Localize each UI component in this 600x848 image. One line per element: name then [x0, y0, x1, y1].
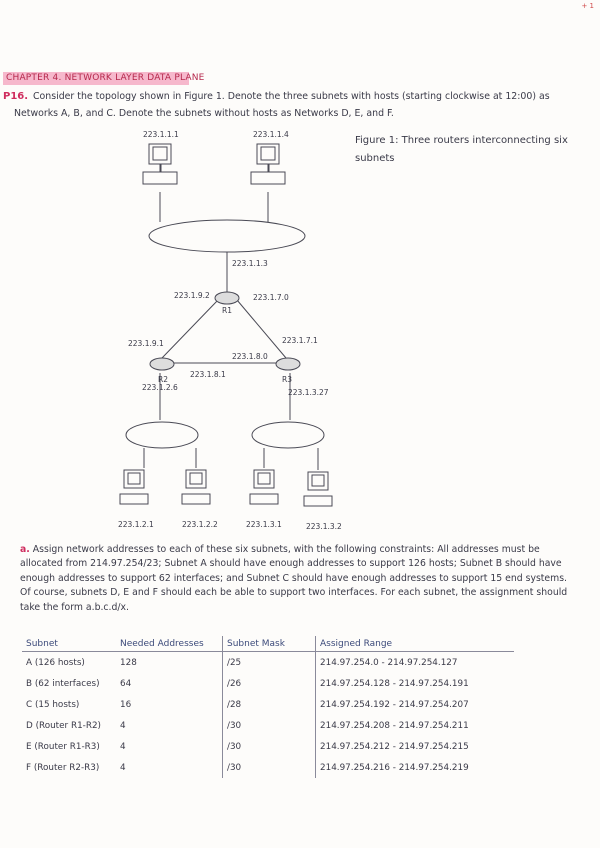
needed-cell: 4 [116, 757, 223, 778]
subnet-assignment-table [22, 636, 514, 778]
problem-number: P16. [3, 91, 29, 102]
ip-label: 223.1.3.27 [288, 388, 329, 397]
question-text: Assign network addresses to each of these six subnets, with the following constraints: All addresses must be allocated from 214.97.254/23; Subnet A should have enough addresses to support 126 hosts; Subnet B should have enough addresses to support 62 interfaces; and Subnet C should have enough addresses to support 15 end systems. Of course, subnets D, E and F should each be able to support two interfaces. For each subnet, the assignment should take the form a.b.c.d/x. [20, 544, 568, 613]
ip-label: 223.1.1.3 [232, 259, 268, 268]
host-computer-icon [143, 144, 177, 184]
question-label: a. [20, 544, 30, 555]
router-icon [276, 358, 300, 370]
column-header: Needed Addresses [116, 636, 223, 652]
column-header: Subnet [26, 639, 58, 649]
ip-label: 223.1.9.1 [128, 339, 164, 348]
mask-cell: /30 [223, 715, 316, 736]
ip-label: 223.1.3.1 [246, 520, 282, 529]
ip-label: 223.1.8.1 [190, 370, 226, 379]
range-cell: 214.97.254.212 - 214.97.254.215 [320, 741, 469, 752]
table-row [22, 715, 514, 736]
table-row [22, 736, 514, 757]
ip-label: 223.1.1.1 [143, 130, 179, 139]
host-computer-icon [182, 470, 210, 504]
range-cell: 214.97.254.216 - 214.97.254.219 [320, 762, 469, 773]
table-header-row [22, 636, 514, 652]
table-row [22, 757, 514, 778]
router-r2-label: R2 [158, 375, 168, 384]
host-computer-icon [251, 144, 285, 184]
router-icon [215, 292, 239, 304]
mask-cell: /30 [223, 736, 316, 757]
subnet-cell: A (126 hosts) [26, 657, 85, 668]
table-row [22, 694, 514, 715]
mask-cell: /25 [223, 652, 316, 674]
host-computer-icon [304, 472, 332, 506]
ip-label: 223.1.2.2 [182, 520, 218, 529]
subnet-cell: D (Router R1-R2) [26, 720, 101, 731]
ip-label: 223.1.3.2 [306, 522, 342, 531]
subnet-cell: E (Router R1-R3) [26, 741, 100, 752]
needed-cell: 4 [116, 736, 223, 757]
router-r3-label: R3 [282, 375, 292, 384]
range-cell: 214.97.254.208 - 214.97.254.211 [320, 720, 469, 731]
host-computer-icon [120, 470, 148, 504]
range-cell: 214.97.254.128 - 214.97.254.191 [320, 678, 469, 689]
mask-cell: /26 [223, 673, 316, 694]
network-topology-diagram [0, 120, 600, 540]
range-cell: 214.97.254.192 - 214.97.254.207 [320, 699, 469, 710]
needed-cell: 64 [116, 673, 223, 694]
mask-cell: /28 [223, 694, 316, 715]
mask-cell: /30 [223, 757, 316, 778]
ip-label: 223.1.1.4 [253, 130, 289, 139]
table-row [22, 673, 514, 694]
problem-statement-line2: Networks A, B, and C. Denote the subnets without hosts as Networks D, E, and F. [14, 108, 394, 119]
subnet-a-ellipse [149, 220, 305, 252]
ip-label: 223.1.7.0 [253, 293, 289, 302]
corner-mark: + 1 [581, 2, 594, 10]
question-a [20, 543, 580, 615]
ip-label: 223.1.2.1 [118, 520, 154, 529]
subnet-cell: C (15 hosts) [26, 699, 80, 710]
needed-cell: 4 [116, 715, 223, 736]
subnet-cell: B (62 interfaces) [26, 678, 100, 689]
subnet-cell: F (Router R2-R3) [26, 762, 100, 773]
subnet-b-ellipse [126, 422, 198, 448]
table-row [22, 652, 514, 674]
problem-statement-line1: Consider the topology shown in Figure 1. Denote the three subnets with hosts (starting clockwise at 12:00) as [33, 91, 550, 102]
figure-caption: Figure 1: Three routers interconnecting six subnets [355, 135, 568, 164]
column-header: Subnet Mask [223, 636, 316, 652]
column-header: Assigned Range [320, 639, 393, 649]
chapter-title: CHAPTER 4. NETWORK LAYER DATA PLANE [6, 73, 205, 83]
subnet-c-ellipse [252, 422, 324, 448]
needed-cell: 16 [116, 694, 223, 715]
ip-label: 223.1.7.1 [282, 336, 318, 345]
ip-label: 223.1.9.2 [174, 291, 210, 300]
ip-label: 223.1.8.0 [232, 352, 268, 361]
router-icon [150, 358, 174, 370]
ip-label: 223.1.2.6 [142, 383, 178, 392]
needed-cell: 128 [116, 652, 223, 674]
range-cell: 214.97.254.0 - 214.97.254.127 [320, 657, 458, 668]
router-r1-label: R1 [222, 306, 232, 315]
host-computer-icon [250, 470, 278, 504]
